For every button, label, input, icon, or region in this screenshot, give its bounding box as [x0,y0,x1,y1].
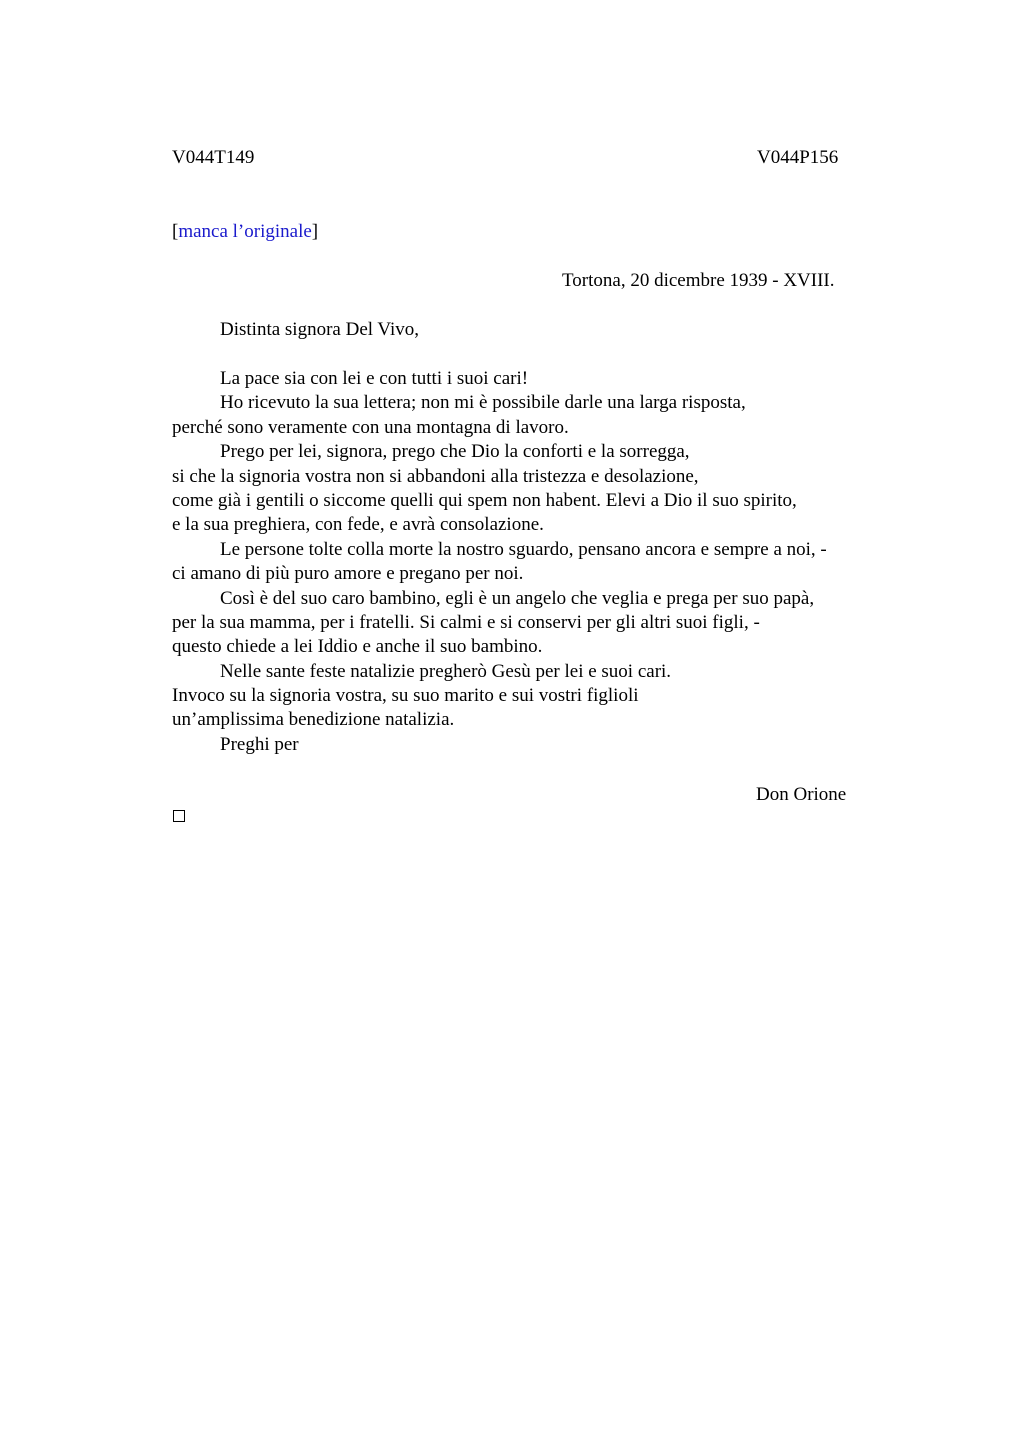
letter-signature: Don Orione [756,784,847,805]
letter-line: Invoco su la signoria vostra, su suo marito e sui vostri figlioli [172,685,639,707]
letter-line: come già i gentili o siccome quelli qui spem non habent. Elevi a Dio il suo spirito, [172,489,797,511]
letter-line: si che la signoria vostra non si abbandoni alla tristezza e desolazione, [172,465,699,487]
document-code-left: V044T149 [172,147,255,168]
letter-dateline: Tortona, 20 dicembre 1939 - XVIII. [562,270,835,291]
editorial-note [172,220,318,244]
end-marker-box-icon [173,810,185,822]
note-open-bracket: [ [172,221,179,242]
letter-line: e la sua preghiera, con fede, e avrà consolazione. [172,514,544,536]
letter-line: ci amano di più puro amore e pregano per noi. [172,563,524,585]
letter-line: Prego per lei, signora, prego che Dio la conforti e la sorregga, [220,441,690,463]
letter-line: Le persone tolte colla morte la nostro sguardo, pensano ancora e sempre a noi, - [220,538,827,560]
letter-line: La pace sia con lei e con tutti i suoi cari! [220,368,529,389]
letter-line: un’amplissima benedizione natalizia. [172,709,455,731]
letter-line: per la sua mamma, per i fratelli. Si calmi e si conservi per gli altri suoi figli, - [172,611,760,633]
document-code-right: V044P156 [757,147,839,168]
letter-line: Ho ricevuto la sua lettera; non mi è possibile darle una larga risposta, [220,392,746,414]
letter-line: perché sono veramente con una montagna di lavoro. [172,416,569,438]
letter-line: Preghi per [220,733,299,755]
note-link[interactable]: manca l’originale [178,221,312,242]
letter-salutation: Distinta signora Del Vivo, [220,319,420,340]
letter-line: Così è del suo caro bambino, egli è un angelo che veglia e prega per suo papà, [220,587,815,609]
note-close-bracket: ] [311,221,319,242]
letter-line: questo chiede a lei Iddio e anche il suo bambino. [172,636,543,658]
letter-body [172,367,892,757]
letter-line: Nelle sante feste natalizie pregherò Gesù per lei e suoi cari. [220,660,672,682]
